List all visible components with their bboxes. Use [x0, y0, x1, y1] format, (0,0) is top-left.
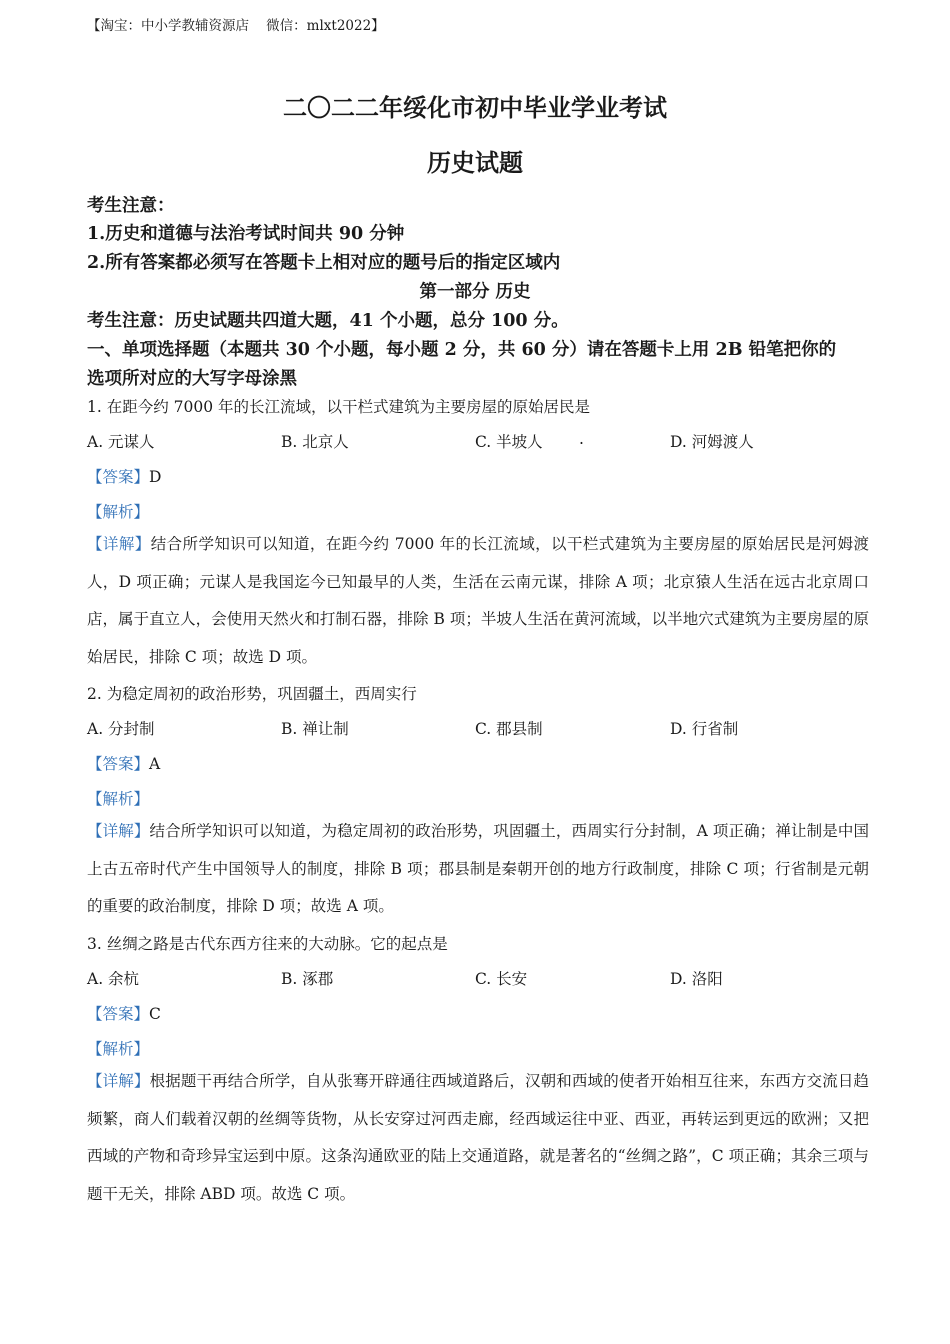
answer-tag: 【答案】: [87, 1005, 150, 1023]
detail-text: 根据题干再结合所学，自从张骞开辟通往西域道路后，汉朝和西域的使者开始相互往来，东西方交流日趋频繁，商人们载着汉朝的丝绸等货物，从长安穿过河西走廊，经西域运往中亚、西亚，再转运到更远的欧洲；又把西域的产物和奇珍异宝运到中原。这条沟通欧亚的陆上交通道路，就是著名的“丝绸之路”，C 项正确；其余三项与题干无关，排除 ABD 项。故选 C 项。: [87, 1072, 869, 1203]
question-2-analysis-tag: [87, 787, 149, 809]
question-1-analysis-tag: [87, 500, 149, 522]
part-notice: 考生注意：历史试题共四道大题，41 个小题，总分 100 分。: [87, 311, 569, 331]
detail-text: 结合所学知识可以知道，在距今约 7000 年的长江流域，以干栏式建筑为主要房屋的原始居民是河姆渡人，D 项正确；元谋人是我国迄今已知最早的人类，生活在云南元谋，排除 A 项；北京猿人生活在远古北京周口店，属于直立人，会使用天然火和打制石器，排除 B 项；半坡人生活在黄河流域，以半地穴式建筑为主要房屋的原始居民，排除 C 项；故选 D 项。: [87, 535, 869, 666]
answer-value: A: [149, 755, 161, 773]
question-1-answer: [87, 465, 161, 487]
question-1-options: [87, 430, 867, 452]
option-d: D. 行省制: [670, 720, 739, 738]
question-2-detail: [87, 813, 869, 926]
question-1-detail: [87, 526, 869, 676]
exam-subtitle: 历史试题: [427, 148, 523, 177]
option-d: D. 河姆渡人: [670, 433, 754, 451]
notice-heading: 考生注意：: [87, 196, 175, 216]
section-instructions-line-2: 选项所对应的大写字母涂黑: [87, 369, 297, 389]
answer-value: D: [149, 468, 162, 486]
answer-tag: 【答案】: [87, 468, 150, 486]
question-1-stem: 1. 在距今约 7000 年的长江流域，以干栏式建筑为主要房屋的原始居民是: [87, 398, 591, 416]
question-3-options: [87, 967, 867, 989]
notice-item-1: 1.历史和道德与法治考试时间共 90 分钟: [87, 224, 405, 244]
question-2-options: [87, 717, 867, 739]
answer-tag: 【答案】: [87, 755, 150, 773]
stray-mark: .: [579, 430, 584, 448]
analysis-tag: 【解析】: [87, 790, 150, 808]
option-c: C. 半坡人: [475, 433, 543, 451]
question-2-stem: 2. 为稳定周初的政治形势，巩固疆土，西周实行: [87, 685, 417, 703]
question-3-detail: [87, 1063, 869, 1213]
question-2-answer: [87, 752, 160, 774]
option-b: B. 涿郡: [281, 970, 334, 988]
option-b: B. 禅让制: [281, 720, 349, 738]
option-a: A. 余杭: [87, 970, 140, 988]
analysis-tag: 【解析】: [87, 1040, 150, 1058]
question-3-analysis-tag: [87, 1037, 149, 1059]
question-3-stem: 3. 丝绸之路是古代东西方往来的大动脉。它的起点是: [87, 935, 448, 953]
exam-title: 二〇二二年绥化市初中毕业学业考试: [283, 93, 667, 122]
option-c: C. 长安: [475, 970, 528, 988]
detail-tag: 【详解】: [87, 822, 150, 840]
detail-tag: 【详解】: [87, 535, 151, 553]
option-a: A. 分封制: [87, 720, 155, 738]
section-instructions-line-1: 一、单项选择题（本题共 30 个小题，每小题 2 分，共 60 分）请在答题卡上用 2B 铅笔把你的: [87, 340, 837, 360]
answer-value: C: [149, 1005, 161, 1023]
detail-text: 结合所学知识可以知道，为稳定周初的政治形势，巩固疆土，西周实行分封制，A 项正确；禅让制是中国上古五帝时代产生中国领导人的制度，排除 B 项；郡县制是秦朝开创的地方行政制度，排除 C 项；行省制是元朝的重要的政治制度，排除 D 项；故选 A 项。: [87, 822, 869, 915]
option-c: C. 郡县制: [475, 720, 543, 738]
option-a: A. 元谋人: [87, 433, 155, 451]
question-3-answer: [87, 1002, 161, 1024]
analysis-tag: 【解析】: [87, 503, 150, 521]
detail-tag: 【详解】: [87, 1072, 150, 1090]
part-title: 第一部分 历史: [419, 282, 531, 302]
option-b: B. 北京人: [281, 433, 349, 451]
option-d: D. 洛阳: [670, 970, 723, 988]
header-note: 【淘宝：中小学教辅资源店 微信：mlxt2022】: [87, 18, 385, 34]
notice-item-2: 2.所有答案都必须写在答题卡上相对应的题号后的指定区域内: [87, 253, 561, 273]
